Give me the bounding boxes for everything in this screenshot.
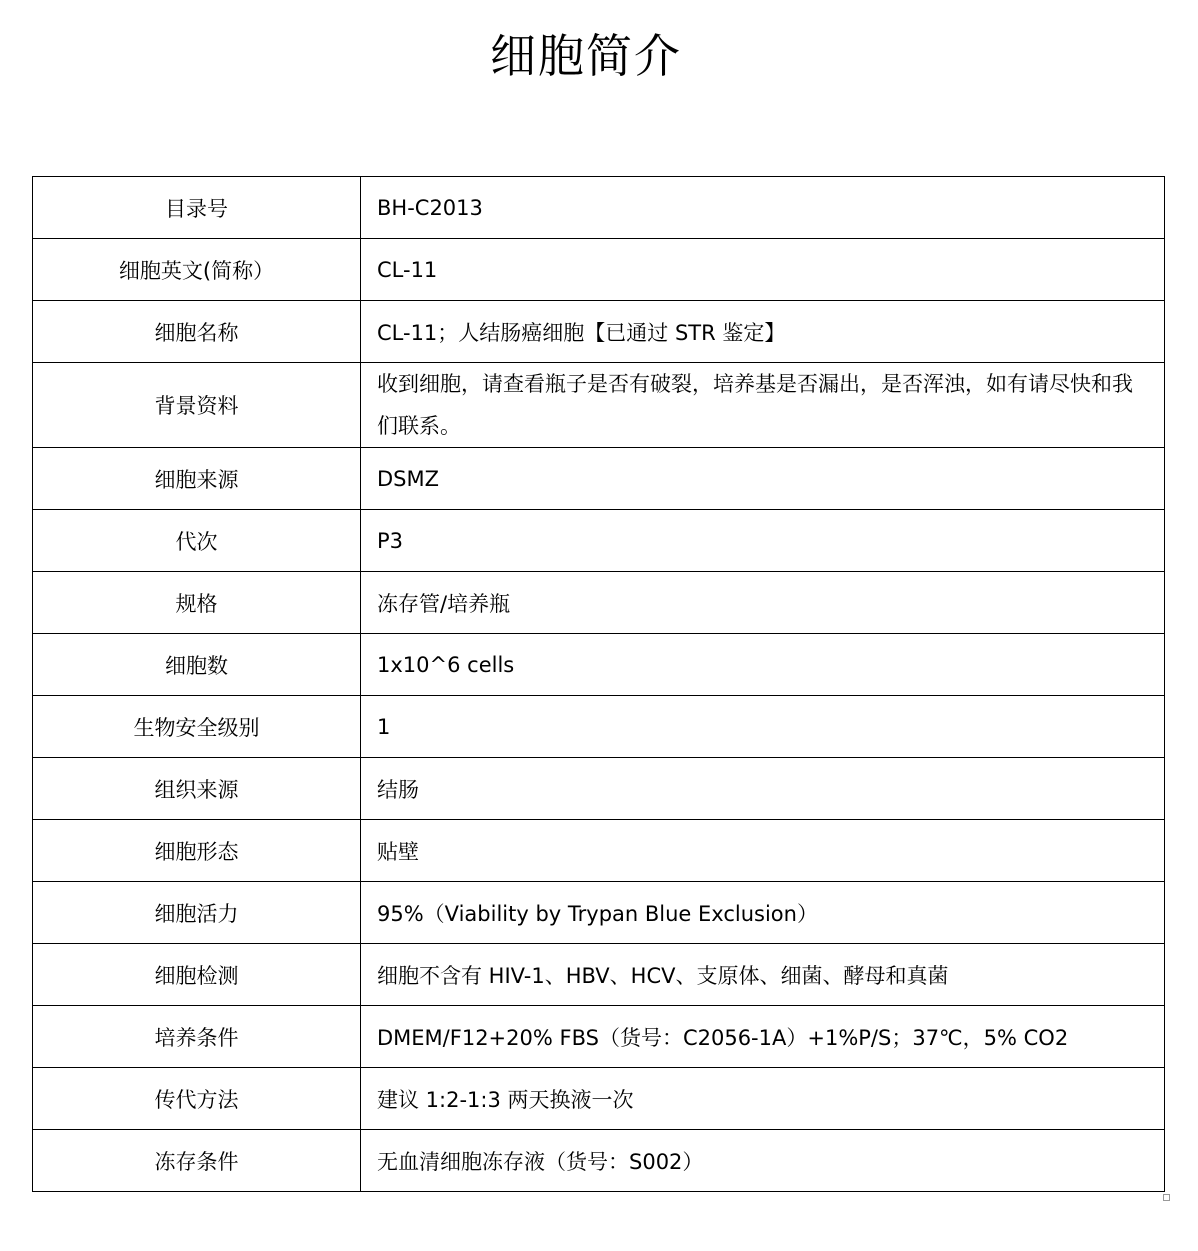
row-value: CL-11；人结肠癌细胞【已通过 STR 鉴定】	[361, 301, 1165, 363]
row-label: 冻存条件	[33, 1130, 361, 1192]
table-row	[33, 363, 1165, 448]
row-value: 结肠	[361, 758, 1165, 820]
table-row	[33, 239, 1165, 301]
row-value: BH-C2013	[361, 177, 1165, 239]
table-row	[33, 301, 1165, 363]
row-label: 细胞名称	[33, 301, 361, 363]
cell-info-table	[32, 176, 1165, 1192]
row-value: 95%（Viability by Trypan Blue Exclusion）	[361, 882, 1165, 944]
row-label: 传代方法	[33, 1068, 361, 1130]
row-label: 背景资料	[33, 363, 361, 448]
row-value: 无血清细胞冻存液（货号：S002）	[361, 1130, 1165, 1192]
row-label: 组织来源	[33, 758, 361, 820]
table-row	[33, 448, 1165, 510]
table-row	[33, 1068, 1165, 1130]
row-label: 代次	[33, 510, 361, 572]
row-value: 冻存管/培养瓶	[361, 572, 1165, 634]
row-value: 收到细胞，请查看瓶子是否有破裂，培养基是否漏出，是否浑浊，如有请尽快和我们联系。	[361, 363, 1165, 448]
row-value: 贴壁	[361, 820, 1165, 882]
row-label: 目录号	[33, 177, 361, 239]
table-row	[33, 820, 1165, 882]
table-row	[33, 1130, 1165, 1192]
page-title: 细胞简介	[490, 29, 682, 83]
table-row	[33, 634, 1165, 696]
row-label: 细胞英文(简称）	[33, 239, 361, 301]
row-label: 细胞形态	[33, 820, 361, 882]
row-value: 1	[361, 696, 1165, 758]
table-row	[33, 944, 1165, 1006]
table-row	[33, 572, 1165, 634]
row-label: 规格	[33, 572, 361, 634]
table-row	[33, 177, 1165, 239]
row-value: CL-11	[361, 239, 1165, 301]
table-row	[33, 758, 1165, 820]
row-label: 细胞活力	[33, 882, 361, 944]
row-label: 细胞检测	[33, 944, 361, 1006]
table-row	[33, 696, 1165, 758]
row-label: 培养条件	[33, 1006, 361, 1068]
row-value: 建议 1:2-1:3 两天换液一次	[361, 1068, 1165, 1130]
row-value: 1x10^6 cells	[361, 634, 1165, 696]
row-value: 细胞不含有 HIV-1、HBV、HCV、支原体、细菌、酵母和真菌	[361, 944, 1165, 1006]
table-row	[33, 510, 1165, 572]
row-label: 生物安全级别	[33, 696, 361, 758]
row-label: 细胞来源	[33, 448, 361, 510]
row-value: P3	[361, 510, 1165, 572]
table-row	[33, 882, 1165, 944]
table-row	[33, 1006, 1165, 1068]
row-label: 细胞数	[33, 634, 361, 696]
row-value: DMEM/F12+20% FBS（货号：C2056-1A）+1%P/S；37℃，5% CO2	[361, 1006, 1165, 1068]
table-resize-handle	[1163, 1194, 1170, 1201]
row-value: DSMZ	[361, 448, 1165, 510]
